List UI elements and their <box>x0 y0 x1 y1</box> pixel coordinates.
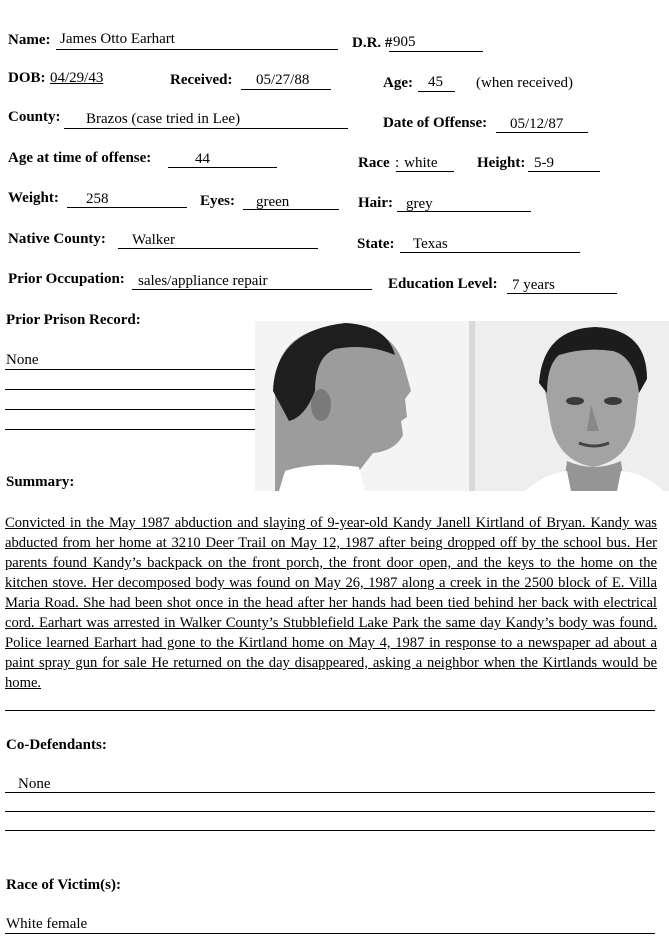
dob-value: 04/29/43 <box>50 70 104 86</box>
received-label: Received: <box>170 72 233 88</box>
age-offense-label: Age at time of offense: <box>8 150 152 166</box>
hair-label: Hair: <box>358 195 393 211</box>
summary-text: Convicted in the May 1987 abduction and slaying of 9-year-old Kandy Janell Kirtland of Bryan. Kandy was abducted from her home at 3210 Deer Trail on May 12, 1987 after being dropped off by the school bus. Her parents found Kandy’s backpack on the front porch, the front door open, and the keys to the home on the kitchen stove. Her decomposed body was found on May 26, 1987 along a creek in the 2500 block of E. Villa Maria Road. She had been shot once in the head after her hands had been tied behind her back with electrical cord. Earhart was arrested in Walker County’s Stubblefield Lake Park the same day Kandy’s body was found. Police learned Earhart had gone to the Kirtland home on May 4, 1987 in response to a newspaper ad about a paint spray gun for sale He returned on the day disappeared, asking a neighbor when the Kirtlands would be home. <box>5 515 657 691</box>
dr-value: 905 <box>393 34 416 50</box>
victim-race-value: White female <box>6 916 88 932</box>
offense-date-value: 05/12/87 <box>510 116 564 132</box>
state-value: Texas <box>413 236 448 252</box>
hair-value: grey <box>406 196 433 212</box>
race-value: : white <box>395 155 438 171</box>
native-county-value: Walker <box>132 232 175 248</box>
native-county-label: Native County: <box>8 231 106 247</box>
height-value: 5-9 <box>534 155 554 171</box>
dr-label: D.R. # <box>352 35 393 51</box>
name-value: James Otto Earhart <box>60 31 175 47</box>
name-label: Name: <box>8 32 51 48</box>
victim-race-label: Race of Victim(s): <box>6 877 121 893</box>
received-value: 05/27/88 <box>256 72 310 88</box>
race-label: Race <box>358 155 390 171</box>
prior-record-value: None <box>6 352 39 368</box>
mugshot-photo <box>255 321 669 491</box>
state-label: State: <box>357 236 395 252</box>
offense-date-label: Date of Offense: <box>383 115 488 131</box>
age-label: Age: <box>383 75 413 91</box>
weight-label: Weight: <box>8 190 59 206</box>
codefendants-value: None <box>18 776 51 792</box>
age-value: 45 <box>428 74 443 90</box>
summary-label: Summary: <box>6 474 75 490</box>
weight-value: 258 <box>86 191 109 207</box>
eyes-label: Eyes: <box>200 193 235 209</box>
prior-record-label: Prior Prison Record: <box>6 312 141 328</box>
height-label: Height: <box>477 155 526 171</box>
occupation-value: sales/appliance repair <box>138 273 268 289</box>
county-value: Brazos (case tried in Lee) <box>86 111 241 127</box>
dob-label: DOB: <box>8 70 46 86</box>
county-label: County: <box>8 109 61 125</box>
education-value: 7 years <box>512 277 555 293</box>
age-offense-value: 44 <box>195 151 210 167</box>
eyes-value: green <box>256 194 290 210</box>
age-note: (when received) <box>476 75 574 91</box>
occupation-label: Prior Occupation: <box>8 271 125 287</box>
education-label: Education Level: <box>388 276 498 292</box>
codefendants-label: Co-Defendants: <box>6 737 107 753</box>
